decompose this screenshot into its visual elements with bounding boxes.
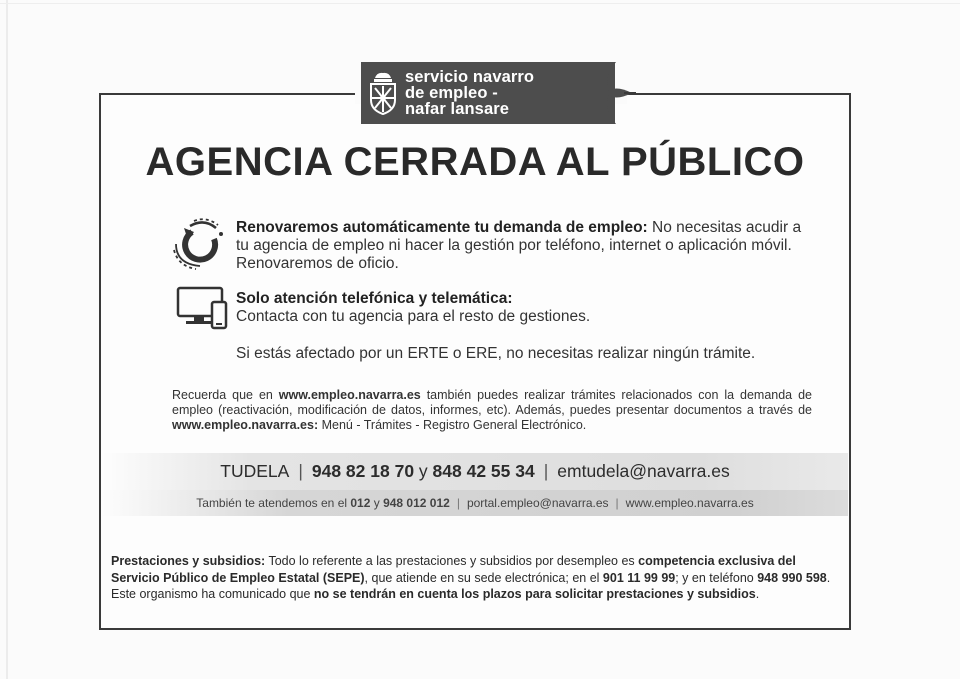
conjunction: y [370, 496, 384, 510]
renewal-text: No necesitas acudir a [647, 219, 802, 236]
reminder-middle: también puedes realizar trámites relacionados con la demanda de empleo (reactivación, modificación de datos, informes, etc). Además, puedes presentar documentos a través de [172, 388, 812, 417]
general-contact-band [102, 490, 848, 516]
logo-swoosh [596, 62, 636, 124]
reminder-suffix: Menú - Trámites - Registro General Electrónico. [318, 418, 587, 432]
conjunction: y [414, 461, 433, 481]
phone-number[interactable]: 948 012 012 [383, 496, 450, 510]
logo-line: de empleo - [405, 84, 498, 102]
phone-only-paragraph [236, 290, 590, 326]
benefits-text: . [755, 587, 760, 601]
benefits-emphasis: no se tendrán en cuenta los plazos para solicitar prestaciones y subsidios [313, 587, 756, 601]
renewal-paragraph [236, 219, 801, 273]
website-link[interactable]: www.empleo.navarra.es [625, 496, 754, 510]
office-contact-band [102, 453, 848, 490]
benefits-paragraph [111, 553, 838, 603]
portal-email[interactable]: portal.empleo@navarra.es [466, 496, 609, 510]
office-name: TUDELA [220, 461, 290, 481]
also-prefix: También te atendemos en el [196, 496, 351, 510]
logo [361, 62, 615, 124]
website-link[interactable]: www.empleo.navarra.es [278, 388, 421, 402]
phone-number[interactable]: 948 82 18 70 [311, 461, 415, 481]
renewal-line: Renovaremos de oficio. [236, 255, 399, 272]
logo-line: nafar lansare [405, 100, 510, 118]
renewal-heading: Renovaremos automáticamente tu demanda de empleo: [236, 219, 648, 236]
erte-note: Si estás afectado por un ERTE o ERE, no necesitas realizar ningún trámite. [236, 345, 756, 362]
benefits-text: . Este organismo ha comunicado que [111, 570, 831, 601]
page-edge [6, 0, 8, 679]
phone-only-heading: Solo atención telefónica y telemática: [236, 290, 513, 307]
page-edge-top [0, 3, 960, 4]
logo-text [405, 69, 534, 117]
refresh-cycle-icon [170, 214, 228, 275]
phone-only-line: Contacta con tu agencia para el resto de gestiones. [236, 308, 591, 325]
phone-number[interactable]: 901 11 99 99 [602, 570, 676, 585]
phone-number[interactable]: 848 42 55 34 [432, 461, 535, 481]
page-title: AGENCIA CERRADA AL PÚBLICO [145, 140, 805, 184]
separator: | [543, 461, 549, 481]
office-email[interactable]: emtudela@navarra.es [557, 461, 730, 481]
phone-number[interactable]: 948 990 598 [757, 570, 827, 585]
website-link[interactable]: www.empleo.navarra.es: [172, 418, 319, 432]
reminder-prefix: Recuerda que en [172, 388, 279, 402]
computer-phone-icon [176, 286, 232, 335]
separator: | [456, 496, 460, 510]
phone-number[interactable]: 012 [350, 496, 371, 510]
reminder-paragraph [172, 388, 812, 433]
navarra-coat-of-arms-icon [361, 62, 405, 124]
benefits-text: ; y en teléfono [675, 570, 758, 585]
logo-line: servicio navarro [405, 68, 535, 86]
benefits-emphasis: competencia exclusiva del Servicio Público de Empleo Estatal (SEPE) [111, 554, 796, 585]
separator: | [298, 461, 303, 481]
separator: | [615, 496, 619, 510]
benefits-text: Todo lo referente a las prestaciones y subsidios por desempleo es [265, 554, 639, 568]
renewal-line: tu agencia de empleo ni hacer la gestión por teléfono, internet o aplicación móvil. [236, 237, 792, 254]
benefits-label: Prestaciones y subsidios: [111, 554, 266, 568]
benefits-text: , que atiende en su sede electrónica; en el [364, 570, 603, 585]
